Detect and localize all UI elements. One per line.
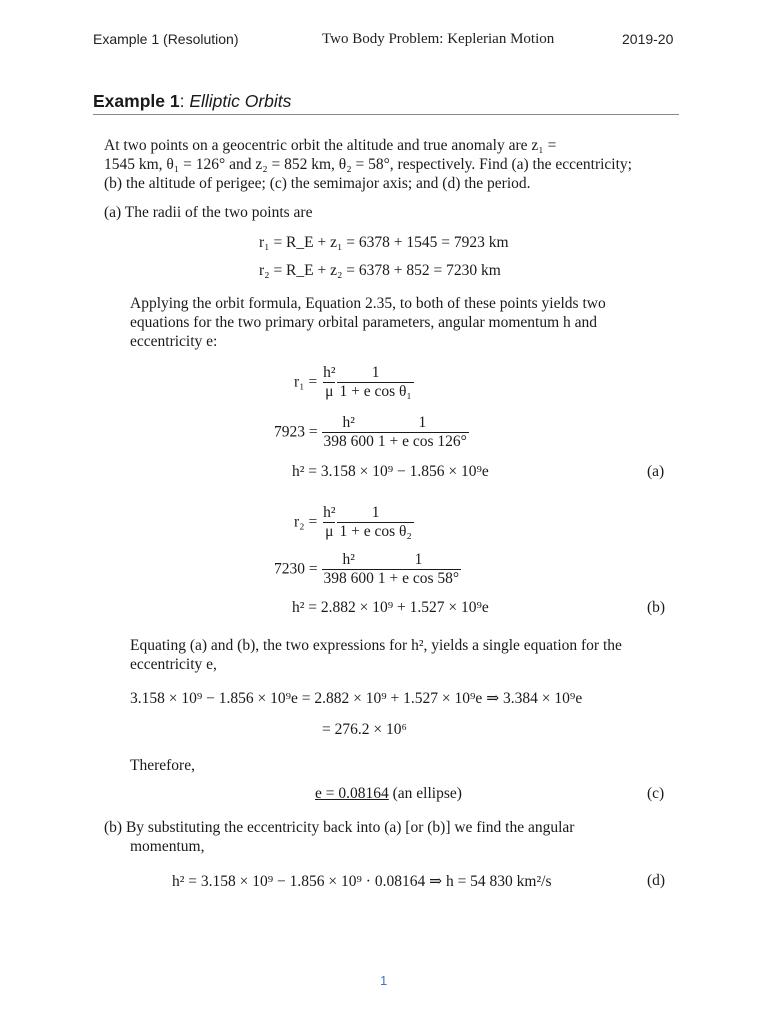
header-center: Two Body Problem: Keplerian Motion — [322, 31, 555, 47]
part-a-intro: (a) The radii of the two points are — [104, 204, 313, 221]
r2-equation: r₂ = R_E + z₂ = 6378 + 852 = 7230 km — [259, 262, 501, 279]
eq1-frac-h — [321, 364, 337, 401]
eq2-frac-h — [322, 414, 376, 451]
page-number: 1 — [380, 973, 388, 988]
tag-d: (d) — [647, 872, 666, 889]
problem-line-2: 1545 km, θ₁ = 126° and z₂ = 852 km, θ₂ = 58°, respectively. Find (a) the eccentricity; — [104, 156, 632, 173]
e-note: (an ellipse) — [388, 785, 462, 802]
eq4-one: 1 — [371, 504, 380, 521]
eq2-lhs: 7923 = — [274, 423, 318, 441]
eq4-lhs: r₂ = — [294, 513, 318, 531]
eq1-num: h² — [323, 364, 336, 381]
eq5-frac-e — [376, 551, 461, 588]
eccentricity-result — [315, 785, 462, 803]
orbit-eq-r1 — [294, 364, 414, 401]
combined-equation-result: = 276.2 × 10⁶ — [322, 721, 407, 738]
eq4-mu: μ — [325, 523, 334, 540]
r1-equation: r₁ = R_E + z₁ = 6378 + 1545 = 7923 km — [259, 234, 509, 251]
eq1-frac-e — [337, 364, 413, 401]
e-value: e = 0.08164 — [315, 785, 389, 802]
eq1-lhs: r₁ = — [294, 373, 318, 391]
eq5-mu: 398 600 — [323, 570, 374, 587]
eq1-one: 1 — [371, 364, 380, 381]
title-bold: Example 1 — [93, 91, 180, 111]
eq2-mu: 398 600 — [323, 433, 374, 450]
eq2-frac-e — [376, 414, 469, 451]
eq2-num: h² — [342, 414, 355, 431]
eq5-one: 1 — [414, 551, 423, 568]
tag-b: (b) — [647, 599, 666, 616]
eq4-frac-e — [337, 504, 413, 541]
therefore-text: Therefore, — [130, 757, 195, 774]
problem-line-3: (b) the altitude of perigee; (c) the semimajor axis; and (d) the period. — [104, 175, 531, 192]
apply-line-3: eccentricity e: — [130, 333, 218, 350]
eq5-num: h² — [342, 551, 355, 568]
header-right: 2019-20 — [622, 31, 674, 47]
title-rule — [93, 114, 679, 115]
header-left: Example 1 (Resolution) — [93, 31, 239, 47]
orbit-eq-7230 — [274, 551, 461, 588]
equate-line-2: eccentricity e, — [130, 656, 217, 673]
eq4-den: 1 + e cos θ₂ — [339, 523, 412, 540]
eq4-num: h² — [323, 504, 336, 521]
title-sep: : — [179, 91, 190, 111]
eq1-den: 1 + e cos θ₁ — [339, 383, 412, 400]
eq2-one: 1 — [418, 414, 427, 431]
h-squared-eq-b: h² = 2.882 × 10⁹ + 1.527 × 10⁹e — [292, 599, 489, 616]
equate-line-1: Equating (a) and (b), the two expressions for h², yields a single equation for the — [130, 637, 622, 654]
eq1-mu: μ — [325, 383, 334, 400]
orbit-eq-7923 — [274, 414, 469, 451]
eq2-den: 1 + e cos 126° — [377, 433, 467, 450]
title-italic: Elliptic Orbits — [189, 91, 292, 111]
eq5-frac-h — [322, 551, 376, 588]
apply-line-2: equations for the two primary orbital parameters, angular momentum h and — [130, 314, 598, 331]
eq4-frac-h — [321, 504, 337, 541]
problem-line-1: At two points on a geocentric orbit the altitude and true anomaly are z₁ = — [104, 137, 557, 154]
combined-equation: 3.158 × 10⁹ − 1.856 × 10⁹e = 2.882 × 10⁹ + 1.527 × 10⁹e ⇒ 3.384 × 10⁹e — [130, 690, 583, 707]
eq5-lhs: 7230 = — [274, 560, 318, 578]
orbit-eq-r2 — [294, 504, 414, 541]
page-title — [93, 91, 291, 112]
part-b-line-1: (b) By substituting the eccentricity back into (a) [or (b)] we find the angular — [104, 819, 575, 836]
eq5-den: 1 + e cos 58° — [377, 570, 460, 587]
part-b-line-2: momentum, — [130, 838, 205, 855]
tag-c: (c) — [647, 785, 665, 802]
angular-momentum-eq: h² = 3.158 × 10⁹ − 1.856 × 10⁹ · 0.08164 ⇒ h = 54 830 km²/s — [172, 873, 552, 890]
tag-a: (a) — [647, 463, 665, 480]
h-squared-eq-a: h² = 3.158 × 10⁹ − 1.856 × 10⁹e — [292, 463, 489, 480]
apply-line-1: Applying the orbit formula, Equation 2.35, to both of these points yields two — [130, 295, 606, 312]
